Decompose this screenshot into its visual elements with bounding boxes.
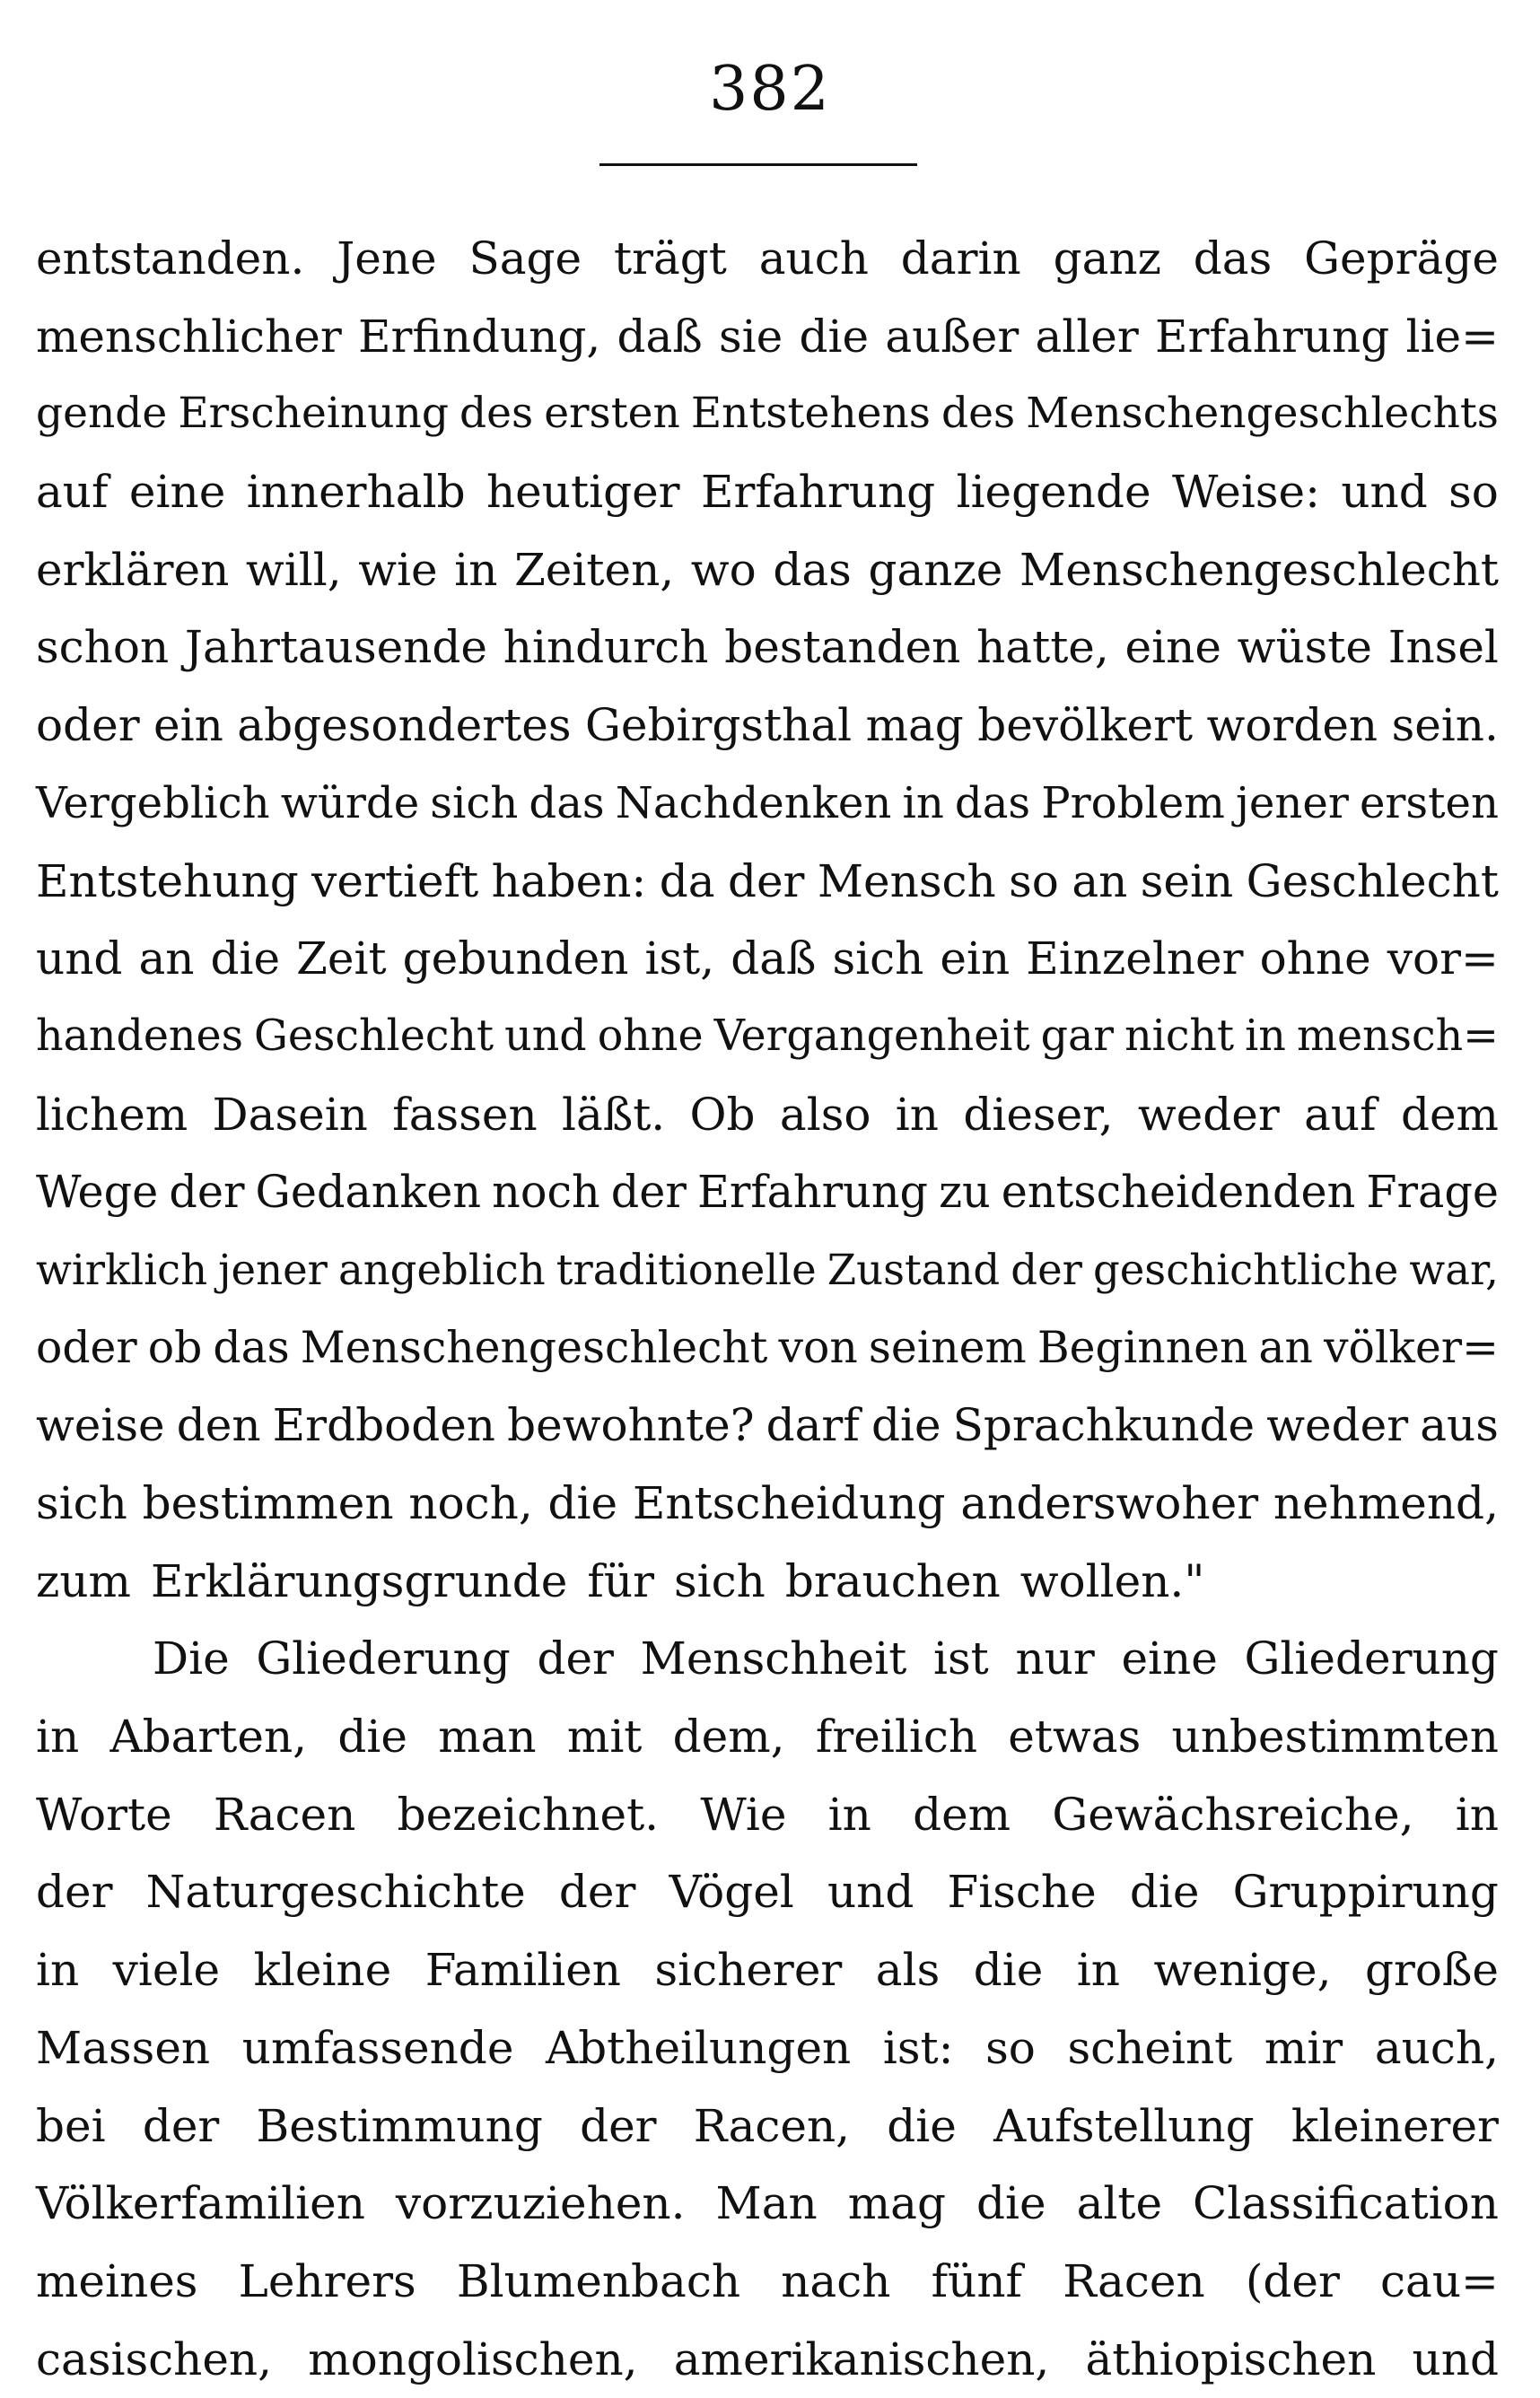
word: nehmend, xyxy=(1273,1477,1499,1529)
text-line xyxy=(36,1153,1499,1231)
word: bezeichnet. xyxy=(397,1788,660,1841)
word: mag xyxy=(865,699,964,752)
word: in xyxy=(902,777,944,828)
word: Bestimmung xyxy=(256,2099,543,2152)
word: casischen, xyxy=(36,2332,273,2385)
text-line xyxy=(36,1931,1499,2009)
text-line xyxy=(36,1698,1499,1776)
word: das xyxy=(773,543,852,596)
word: ist: xyxy=(882,2021,954,2074)
word: menschlicher xyxy=(36,310,342,363)
word: das xyxy=(1193,232,1273,284)
word: Zeit xyxy=(296,932,387,985)
word: der xyxy=(142,2099,220,2152)
word: des xyxy=(941,389,1016,439)
word: Vergangenheit xyxy=(713,1011,1030,1061)
word: Menschengeschlecht xyxy=(300,1322,768,1373)
word: darin xyxy=(900,232,1021,284)
word: ganze xyxy=(868,543,1003,596)
word: das xyxy=(529,777,605,828)
word: angeblich xyxy=(337,1245,546,1294)
word: als xyxy=(875,1944,941,1997)
word: Weise: xyxy=(1171,466,1320,519)
word: Vögel xyxy=(669,1866,794,1919)
word: Mensch xyxy=(817,854,996,907)
word: sie xyxy=(718,310,783,363)
word: Zustand xyxy=(827,1245,1001,1294)
word: Die xyxy=(153,1632,230,1685)
word: lichem xyxy=(36,1088,188,1141)
word: in xyxy=(454,543,498,596)
word: große xyxy=(1365,1944,1499,1997)
word: mir xyxy=(1264,2021,1343,2074)
word: schon xyxy=(36,621,170,674)
word: Sage xyxy=(468,232,582,284)
word: Racen xyxy=(213,1788,356,1841)
word: war, xyxy=(1409,1245,1499,1294)
word: die xyxy=(976,2177,1046,2230)
word: so xyxy=(1448,466,1499,519)
text-line xyxy=(36,608,1499,687)
word: meines xyxy=(36,2254,198,2307)
word: umfassende xyxy=(241,2021,514,2074)
word: und xyxy=(1341,466,1428,519)
word: eine xyxy=(1121,1632,1218,1685)
header-rule xyxy=(599,163,917,166)
word: und xyxy=(504,1011,587,1061)
word: noch xyxy=(492,1166,600,1219)
word: heutiger xyxy=(486,466,680,519)
word: dem xyxy=(1400,1088,1499,1141)
word: ersten xyxy=(544,389,680,439)
word: Sprachkunde xyxy=(952,1399,1256,1452)
word: Geschlecht xyxy=(1246,854,1499,907)
word: vertieft xyxy=(311,854,479,907)
text-line xyxy=(36,843,1499,921)
word: gar xyxy=(1040,1011,1114,1061)
word: zum xyxy=(36,1554,131,1607)
word: Aufstellung xyxy=(993,2099,1255,2152)
text-line xyxy=(36,298,1499,376)
word: Zeiten, xyxy=(514,543,675,596)
word: bevölkert xyxy=(977,699,1194,752)
word: ohne xyxy=(597,1011,704,1061)
word: Massen xyxy=(36,2021,211,2074)
word: mensch= xyxy=(1296,1011,1499,1061)
word: auf xyxy=(1304,1088,1377,1141)
word: bei xyxy=(36,2099,106,2152)
word: daß xyxy=(731,932,817,985)
word: das xyxy=(954,777,1031,828)
word: will, xyxy=(245,543,342,596)
word: in xyxy=(1245,1011,1286,1061)
word: die xyxy=(337,1711,407,1763)
word: trägt xyxy=(613,232,727,284)
word: oder xyxy=(36,699,140,752)
word: Erfahrung xyxy=(700,466,936,519)
word: in xyxy=(1455,1788,1499,1841)
word: Geschlecht xyxy=(254,1011,494,1061)
word: Menschengeschlechts xyxy=(1026,389,1499,439)
text-line xyxy=(36,2009,1499,2087)
word: ist, xyxy=(644,932,715,985)
word: in xyxy=(36,1944,80,1997)
word: Entstehens xyxy=(690,389,931,439)
text-line xyxy=(36,2165,1499,2243)
word: Erklärungsgrunde xyxy=(150,1554,568,1607)
word: Gewächsreiche, xyxy=(1052,1788,1414,1841)
word: der xyxy=(36,1866,113,1919)
word: abgesondertes xyxy=(237,699,572,752)
word: brauchen xyxy=(784,1554,1001,1607)
word: an xyxy=(1072,854,1128,907)
word: viele xyxy=(112,1944,221,1997)
word: Gepräge xyxy=(1304,232,1499,284)
word: Worte xyxy=(36,1788,172,1841)
word: fassen xyxy=(392,1088,538,1141)
word: da xyxy=(659,854,715,907)
word: geschichtliche xyxy=(1092,1245,1399,1294)
word: sein. xyxy=(1391,699,1499,752)
word: etwas xyxy=(1008,1711,1142,1763)
word: der xyxy=(727,854,805,907)
word: gende xyxy=(36,389,168,439)
word: die xyxy=(871,1399,941,1452)
word: die xyxy=(973,1944,1044,1997)
word: Gliederung xyxy=(1244,1632,1499,1685)
word: traditionelle xyxy=(556,1245,817,1294)
word: vor= xyxy=(1387,932,1499,985)
text-line xyxy=(36,765,1499,843)
word: und xyxy=(1412,2332,1499,2385)
word: lie= xyxy=(1405,310,1499,363)
word: Racen xyxy=(1063,2254,1205,2307)
word: seinem xyxy=(868,1322,1027,1373)
word: (der xyxy=(1245,2254,1340,2307)
word: Erfahrung xyxy=(696,1166,929,1219)
word: auch, xyxy=(1374,2021,1499,2074)
word: dieser, xyxy=(963,1088,1114,1141)
text-line xyxy=(36,687,1499,765)
word: Erdboden xyxy=(272,1399,495,1452)
word: anderswoher xyxy=(960,1477,1259,1529)
word: Insel xyxy=(1387,621,1499,674)
word: Lehrers xyxy=(238,2254,416,2307)
word: Gebirgsthal xyxy=(584,699,853,752)
word: Vergeblich xyxy=(36,777,270,828)
word: unbestimmten xyxy=(1171,1711,1499,1763)
word: Völkerfamilien xyxy=(36,2177,365,2230)
word: scheint xyxy=(1067,2021,1233,2074)
word: Erscheinung xyxy=(178,389,449,439)
word: sich xyxy=(673,1554,766,1607)
word: wenige, xyxy=(1153,1944,1332,1997)
word: in xyxy=(1076,1944,1120,1997)
word: Jene xyxy=(337,232,437,284)
word: daß xyxy=(617,310,703,363)
word: eine xyxy=(128,466,226,519)
text-line xyxy=(36,1776,1499,1854)
word: außer xyxy=(885,310,1019,363)
word: die xyxy=(887,2099,957,2152)
word: kleine xyxy=(253,1944,392,1997)
word: der xyxy=(169,1166,245,1219)
word: den xyxy=(176,1399,261,1452)
word: wie xyxy=(358,543,438,596)
word: so xyxy=(1009,854,1059,907)
text-line xyxy=(36,375,1499,453)
word: hatte, xyxy=(976,621,1109,674)
word: Wege xyxy=(36,1166,159,1219)
word: ganz xyxy=(1053,232,1161,284)
word: Dasein xyxy=(212,1088,368,1141)
word: an xyxy=(1258,1322,1313,1373)
word: alte xyxy=(1076,2177,1163,2230)
word: wollen." xyxy=(1019,1554,1205,1607)
text-line xyxy=(36,220,1499,298)
word: Ob xyxy=(689,1088,756,1141)
word: an xyxy=(138,932,195,985)
word: die xyxy=(547,1477,618,1529)
word: die xyxy=(210,932,281,985)
word: das xyxy=(213,1322,290,1373)
text-line xyxy=(36,1231,1499,1309)
word: Beginnen xyxy=(1037,1322,1248,1373)
word: sicherer xyxy=(654,1944,843,1997)
word: läßt. xyxy=(562,1088,666,1141)
word: vorzuziehen. xyxy=(395,2177,686,2230)
word: sein xyxy=(1140,854,1234,907)
word: entstanden. xyxy=(36,232,305,284)
word: Gruppirung xyxy=(1232,1866,1499,1919)
word: nicht xyxy=(1124,1011,1235,1061)
word: Jahrtausende xyxy=(184,621,488,674)
word: worden xyxy=(1206,699,1378,752)
word: nur xyxy=(1015,1632,1095,1685)
word: Gliederung xyxy=(256,1632,511,1685)
word: Racen, xyxy=(693,2099,851,2152)
word: äthiopischen xyxy=(1085,2332,1377,2385)
word: gebunden xyxy=(402,932,629,985)
word: Frage xyxy=(1366,1166,1499,1219)
word: Abarten, xyxy=(109,1711,308,1763)
word: auch xyxy=(758,232,869,284)
word: Erfindung, xyxy=(358,310,601,363)
page-number: 382 xyxy=(709,54,831,125)
word: von xyxy=(778,1322,858,1373)
word: Wie xyxy=(700,1788,787,1841)
word: wirklich xyxy=(36,1245,208,1294)
word: Menschengeschlecht xyxy=(1019,543,1499,596)
text-line xyxy=(36,2243,1499,2321)
word: der xyxy=(537,1632,614,1685)
word: cau= xyxy=(1380,2254,1499,2307)
word: so xyxy=(985,2021,1036,2074)
word: Entstehung xyxy=(36,854,299,907)
word: weder xyxy=(1266,1399,1409,1452)
word: Entscheidung xyxy=(632,1477,946,1529)
word: entscheidenden xyxy=(1001,1166,1356,1219)
text-line xyxy=(36,998,1499,1076)
word: haben: xyxy=(491,854,647,907)
word: ob xyxy=(147,1322,203,1373)
word: man xyxy=(438,1711,537,1763)
word: liegende xyxy=(956,466,1151,519)
word: jener xyxy=(1235,777,1349,828)
word: bewohnte? xyxy=(507,1399,755,1452)
word: der xyxy=(558,1866,636,1919)
word: ersten xyxy=(1359,777,1499,828)
word: noch, xyxy=(408,1477,533,1529)
word: Naturgeschichte xyxy=(145,1866,526,1919)
word: in xyxy=(827,1788,871,1841)
word: Nachdenken xyxy=(615,777,892,828)
word: dem xyxy=(913,1788,1011,1841)
word: mit xyxy=(566,1711,643,1763)
word: nach xyxy=(781,2254,891,2307)
word: der xyxy=(610,1166,687,1219)
word: würde xyxy=(280,777,420,828)
word: Fische xyxy=(947,1866,1097,1919)
text-line xyxy=(36,531,1499,609)
text-line xyxy=(36,453,1499,531)
word: des xyxy=(459,389,534,439)
word: auf xyxy=(36,466,109,519)
word: freilich xyxy=(815,1711,978,1763)
word: hindurch xyxy=(503,621,709,674)
word: weise xyxy=(36,1399,165,1452)
text-line xyxy=(36,1076,1499,1154)
word: bestanden xyxy=(724,621,961,674)
text-line xyxy=(36,1853,1499,1931)
word: die xyxy=(1129,1866,1200,1919)
word: handenes xyxy=(36,1011,243,1061)
word: Blumenbach xyxy=(456,2254,741,2307)
word: erklären xyxy=(36,543,230,596)
body-text xyxy=(36,220,1499,2398)
word: ein xyxy=(153,699,223,752)
word: kleinerer xyxy=(1291,2099,1499,2152)
word: ist xyxy=(933,1632,989,1685)
word: Menschheit xyxy=(640,1632,907,1685)
word: der xyxy=(580,2099,657,2152)
word: aus xyxy=(1420,1399,1499,1452)
word: also xyxy=(779,1088,871,1141)
word: sich xyxy=(832,932,924,985)
word: Problem xyxy=(1041,777,1225,828)
word: völker= xyxy=(1323,1322,1499,1373)
word: bestimmen xyxy=(142,1477,394,1529)
word: Einzelner xyxy=(1026,932,1244,985)
word: oder xyxy=(36,1322,137,1373)
text-line xyxy=(36,1620,1499,1698)
text-line xyxy=(36,1465,1499,1543)
word: Man xyxy=(715,2177,818,2230)
text-line xyxy=(36,2087,1499,2166)
word: mag xyxy=(847,2177,946,2230)
word: weder xyxy=(1137,1088,1280,1141)
text-line xyxy=(36,920,1499,998)
word: und xyxy=(827,1866,914,1919)
word: fünf xyxy=(931,2254,1023,2307)
text-line xyxy=(36,1387,1499,1465)
word: Familien xyxy=(424,1944,621,1997)
word: wüste xyxy=(1237,621,1372,674)
text-line xyxy=(36,1309,1499,1387)
word: und xyxy=(36,932,123,985)
word: in xyxy=(36,1711,80,1763)
word: zu xyxy=(939,1166,991,1219)
word: aller xyxy=(1035,310,1139,363)
word: sich xyxy=(36,1477,127,1529)
word: Classification xyxy=(1193,2177,1499,2230)
word: Abtheilungen xyxy=(546,2021,852,2074)
word: wo xyxy=(690,543,757,596)
word: ohne xyxy=(1259,932,1371,985)
word: der xyxy=(1011,1245,1082,1294)
word: in xyxy=(895,1088,939,1141)
word: sich xyxy=(430,777,519,828)
word: die xyxy=(799,310,870,363)
word: jener xyxy=(218,1245,328,1294)
word: Erfahrung xyxy=(1155,310,1390,363)
text-line xyxy=(36,1543,1499,1621)
word: ein xyxy=(940,932,1011,985)
word: Gedanken xyxy=(255,1166,482,1219)
word: eine xyxy=(1124,621,1221,674)
word: innerhalb xyxy=(246,466,466,519)
word: amerikanischen, xyxy=(673,2332,1050,2385)
word: für xyxy=(587,1554,654,1607)
word: dem, xyxy=(672,1711,785,1763)
word: mongolischen, xyxy=(308,2332,638,2385)
word: darf xyxy=(766,1399,860,1452)
text-line xyxy=(36,2321,1499,2398)
